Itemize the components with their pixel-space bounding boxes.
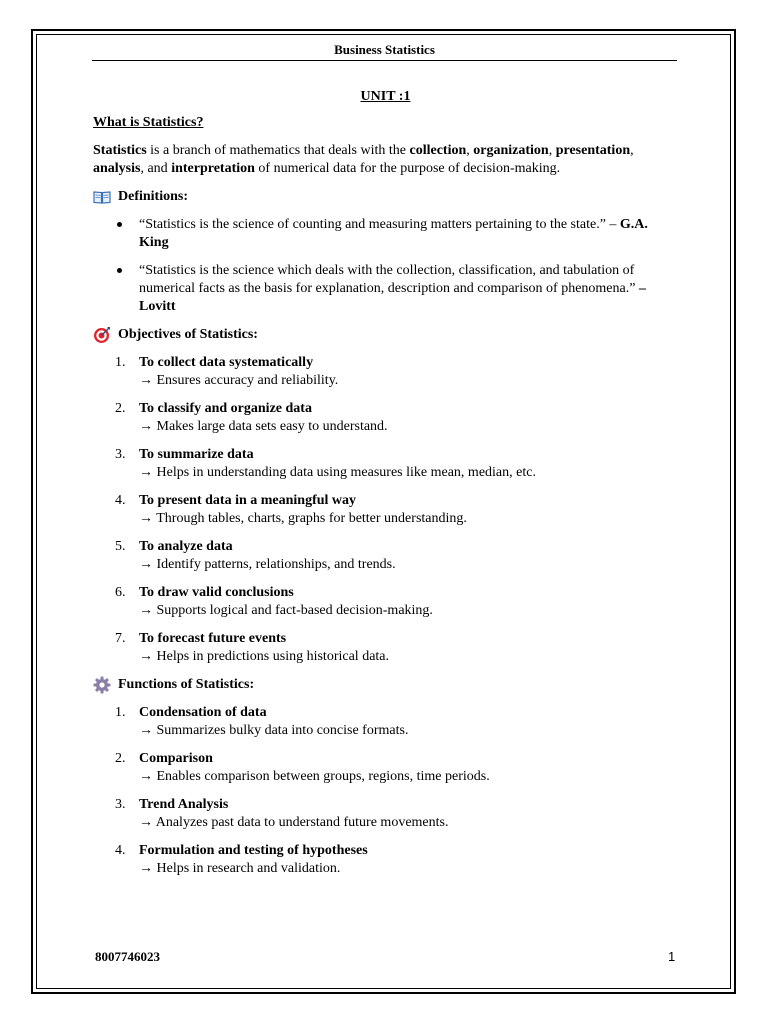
list-item [93, 704, 678, 740]
item-number: 3. [115, 447, 126, 462]
open-book-icon [93, 188, 111, 206]
item-description: → Helps in predictions using historical data. [139, 649, 390, 664]
intro-keyword: analysis [93, 161, 141, 176]
item-description: → Analyzes past data to understand future movements. [139, 815, 449, 830]
target-icon [93, 326, 111, 344]
list-item [93, 630, 678, 666]
question-heading: What is Statistics? [93, 115, 204, 130]
gear-icon [93, 676, 111, 694]
item-description: → Identify patterns, relationships, and trends. [139, 557, 396, 572]
definition-author: G.A. King [139, 217, 648, 250]
bullet [117, 222, 122, 227]
intro-keyword: interpretation [171, 161, 255, 176]
item-title: To forecast future events [139, 631, 287, 646]
item-number: 2. [115, 401, 126, 416]
list-item [93, 446, 678, 482]
item-description: → Supports logical and fact-based decision-making. [139, 603, 433, 618]
intro-keyword: organization [473, 143, 549, 158]
functions-list [93, 704, 678, 878]
item-title: Trend Analysis [139, 797, 229, 812]
item-description: → Helps in research and validation. [139, 861, 341, 876]
page-content [93, 88, 678, 888]
definition-author: – Lovitt [139, 281, 646, 314]
item-title: Formulation and testing of hypotheses [139, 843, 368, 858]
list-item [93, 216, 678, 252]
list-item [93, 400, 678, 436]
item-description: → Through tables, charts, graphs for better understanding. [139, 511, 467, 526]
unit-title: UNIT :1 [360, 89, 411, 104]
intro-term: Statistics [93, 143, 147, 158]
item-title: To classify and organize data [139, 401, 312, 416]
item-number: 3. [115, 797, 126, 812]
item-number: 1. [115, 355, 126, 370]
intro-text: of numerical data for the purpose of decision-making. [254, 161, 561, 176]
item-title: To present data in a meaningful way [139, 493, 357, 508]
item-description: → Summarizes bulky data into concise formats. [139, 723, 409, 738]
functions-heading [93, 676, 678, 694]
intro-text: , [466, 143, 474, 158]
item-title: Comparison [139, 751, 213, 766]
item-number: 4. [115, 843, 126, 858]
intro-keyword: presentation [555, 143, 631, 158]
item-title: To draw valid conclusions [139, 585, 294, 600]
item-title: To summarize data [139, 447, 254, 462]
item-description: → Ensures accuracy and reliability. [139, 373, 339, 388]
item-title: To collect data systematically [139, 355, 314, 370]
list-item [93, 538, 678, 574]
list-item [93, 354, 678, 390]
item-number: 4. [115, 493, 126, 508]
objectives-heading-text: Objectives of Statistics: [118, 327, 258, 342]
item-title: Condensation of data [139, 705, 267, 720]
list-item [93, 262, 678, 316]
item-title: To analyze data [139, 539, 233, 554]
list-item [93, 584, 678, 620]
list-item [93, 492, 678, 528]
list-item [93, 750, 678, 786]
list-item [93, 842, 678, 878]
item-number: 6. [115, 585, 126, 600]
intro-text: , and [140, 161, 172, 176]
header-rule [92, 60, 677, 61]
intro-text: , [630, 143, 634, 158]
objectives-heading [93, 326, 678, 344]
functions-heading-text: Functions of Statistics: [118, 677, 255, 692]
definitions-heading [93, 188, 678, 206]
item-description: → Makes large data sets easy to understand. [139, 419, 388, 434]
definition-quote: “Statistics is the science which deals with the collection, classification, and tabulation of numerical facts as the basis for explanation, description and comparison of phenomena.” [139, 263, 639, 296]
page-header-title: Business Statistics [334, 42, 435, 57]
item-number: 2. [115, 751, 126, 766]
definition-quote: “Statistics is the science of counting and measuring matters pertaining to the state.” – [139, 217, 620, 232]
intro-keyword: collection [409, 143, 467, 158]
intro-text: , [548, 143, 556, 158]
item-description: → Enables comparison between groups, regions, time periods. [139, 769, 490, 784]
intro-paragraph [93, 142, 678, 178]
item-number: 5. [115, 539, 126, 554]
bullet [117, 268, 122, 273]
definitions-heading-text: Definitions: [118, 189, 188, 204]
item-number: 1. [115, 705, 126, 720]
item-description: → Helps in understanding data using measures like mean, median, etc. [139, 465, 536, 480]
intro-text: is a branch of mathematics that deals with the [146, 143, 410, 158]
footer-phone: 8007746023 [95, 949, 160, 964]
item-number: 7. [115, 631, 126, 646]
objectives-list [93, 354, 678, 666]
definitions-list [93, 216, 678, 316]
page-number: 1 [668, 949, 676, 964]
list-item [93, 796, 678, 832]
